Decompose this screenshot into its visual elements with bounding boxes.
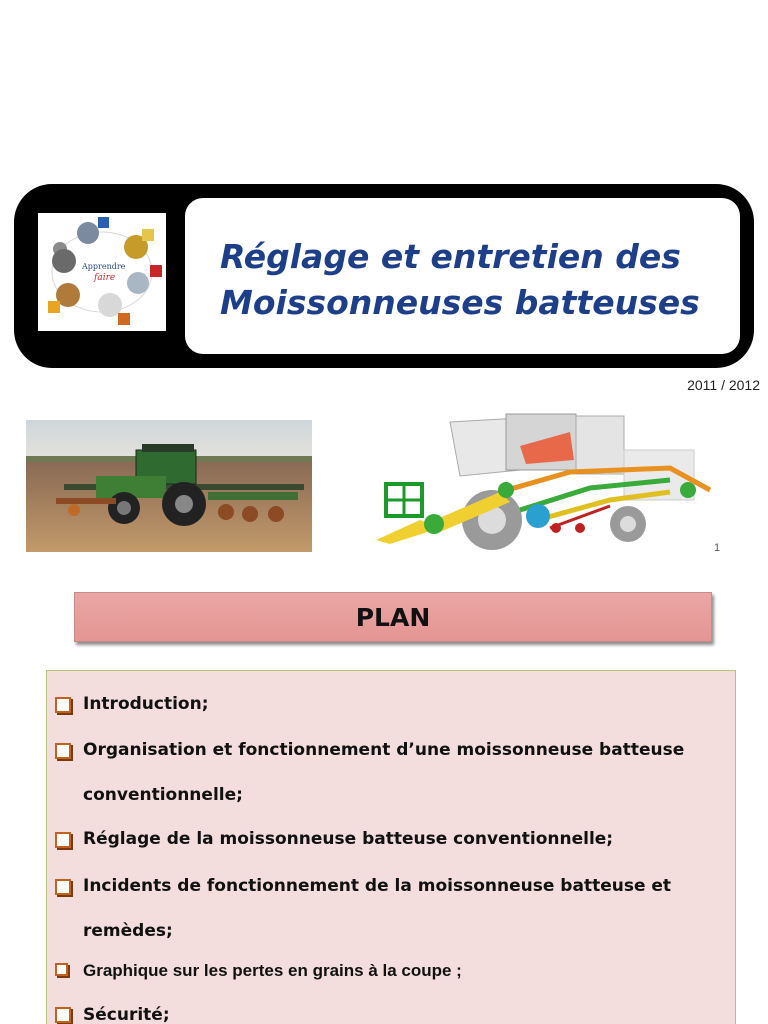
page-number: 1 <box>714 542 721 554</box>
checkbox-bullet-icon <box>55 832 71 848</box>
plan-heading-bar <box>74 592 712 642</box>
title-line-2: Moissonneuses batteuses <box>220 283 700 322</box>
checkbox-bullet-icon <box>55 963 68 976</box>
school-year: 2011 / 2012 <box>687 377 760 393</box>
title-line-1: Réglage et entretien des <box>220 237 681 276</box>
plan-item-graphique: Graphique sur les pertes en grains à la coupe ; <box>83 961 462 980</box>
checkbox-bullet-icon <box>55 1007 71 1023</box>
checkbox-bullet-icon <box>55 697 71 713</box>
plan-item-incidents-cont: remèdes; <box>83 921 173 941</box>
checkbox-bullet-icon <box>55 743 71 759</box>
combine-harvester-diagram <box>370 410 732 550</box>
logo-text-line2: faire <box>94 273 116 283</box>
plan-item-organisation: Organisation et fonctionnement d’une moissonneuse batteuse <box>83 740 685 760</box>
plan-item-securite: Sécurité; <box>83 1005 170 1024</box>
plan-item-reglage: Réglage de la moissonneuse batteuse conventionnelle; <box>83 829 614 849</box>
apprendre-a-faire-logo <box>38 213 166 331</box>
plan-item-introduction: Introduction; <box>83 694 209 714</box>
tractor-photo <box>26 420 312 552</box>
page-title <box>220 234 730 326</box>
checkbox-bullet-icon <box>55 879 71 895</box>
logo-text-line1: Apprendre <box>82 262 126 271</box>
plan-heading: PLAN <box>355 602 431 632</box>
plan-item-incidents: Incidents de fonctionnement de la moissonneuse batteuse et <box>83 876 672 896</box>
plan-list <box>46 670 736 1024</box>
plan-item-organisation-cont: conventionnelle; <box>83 785 243 805</box>
